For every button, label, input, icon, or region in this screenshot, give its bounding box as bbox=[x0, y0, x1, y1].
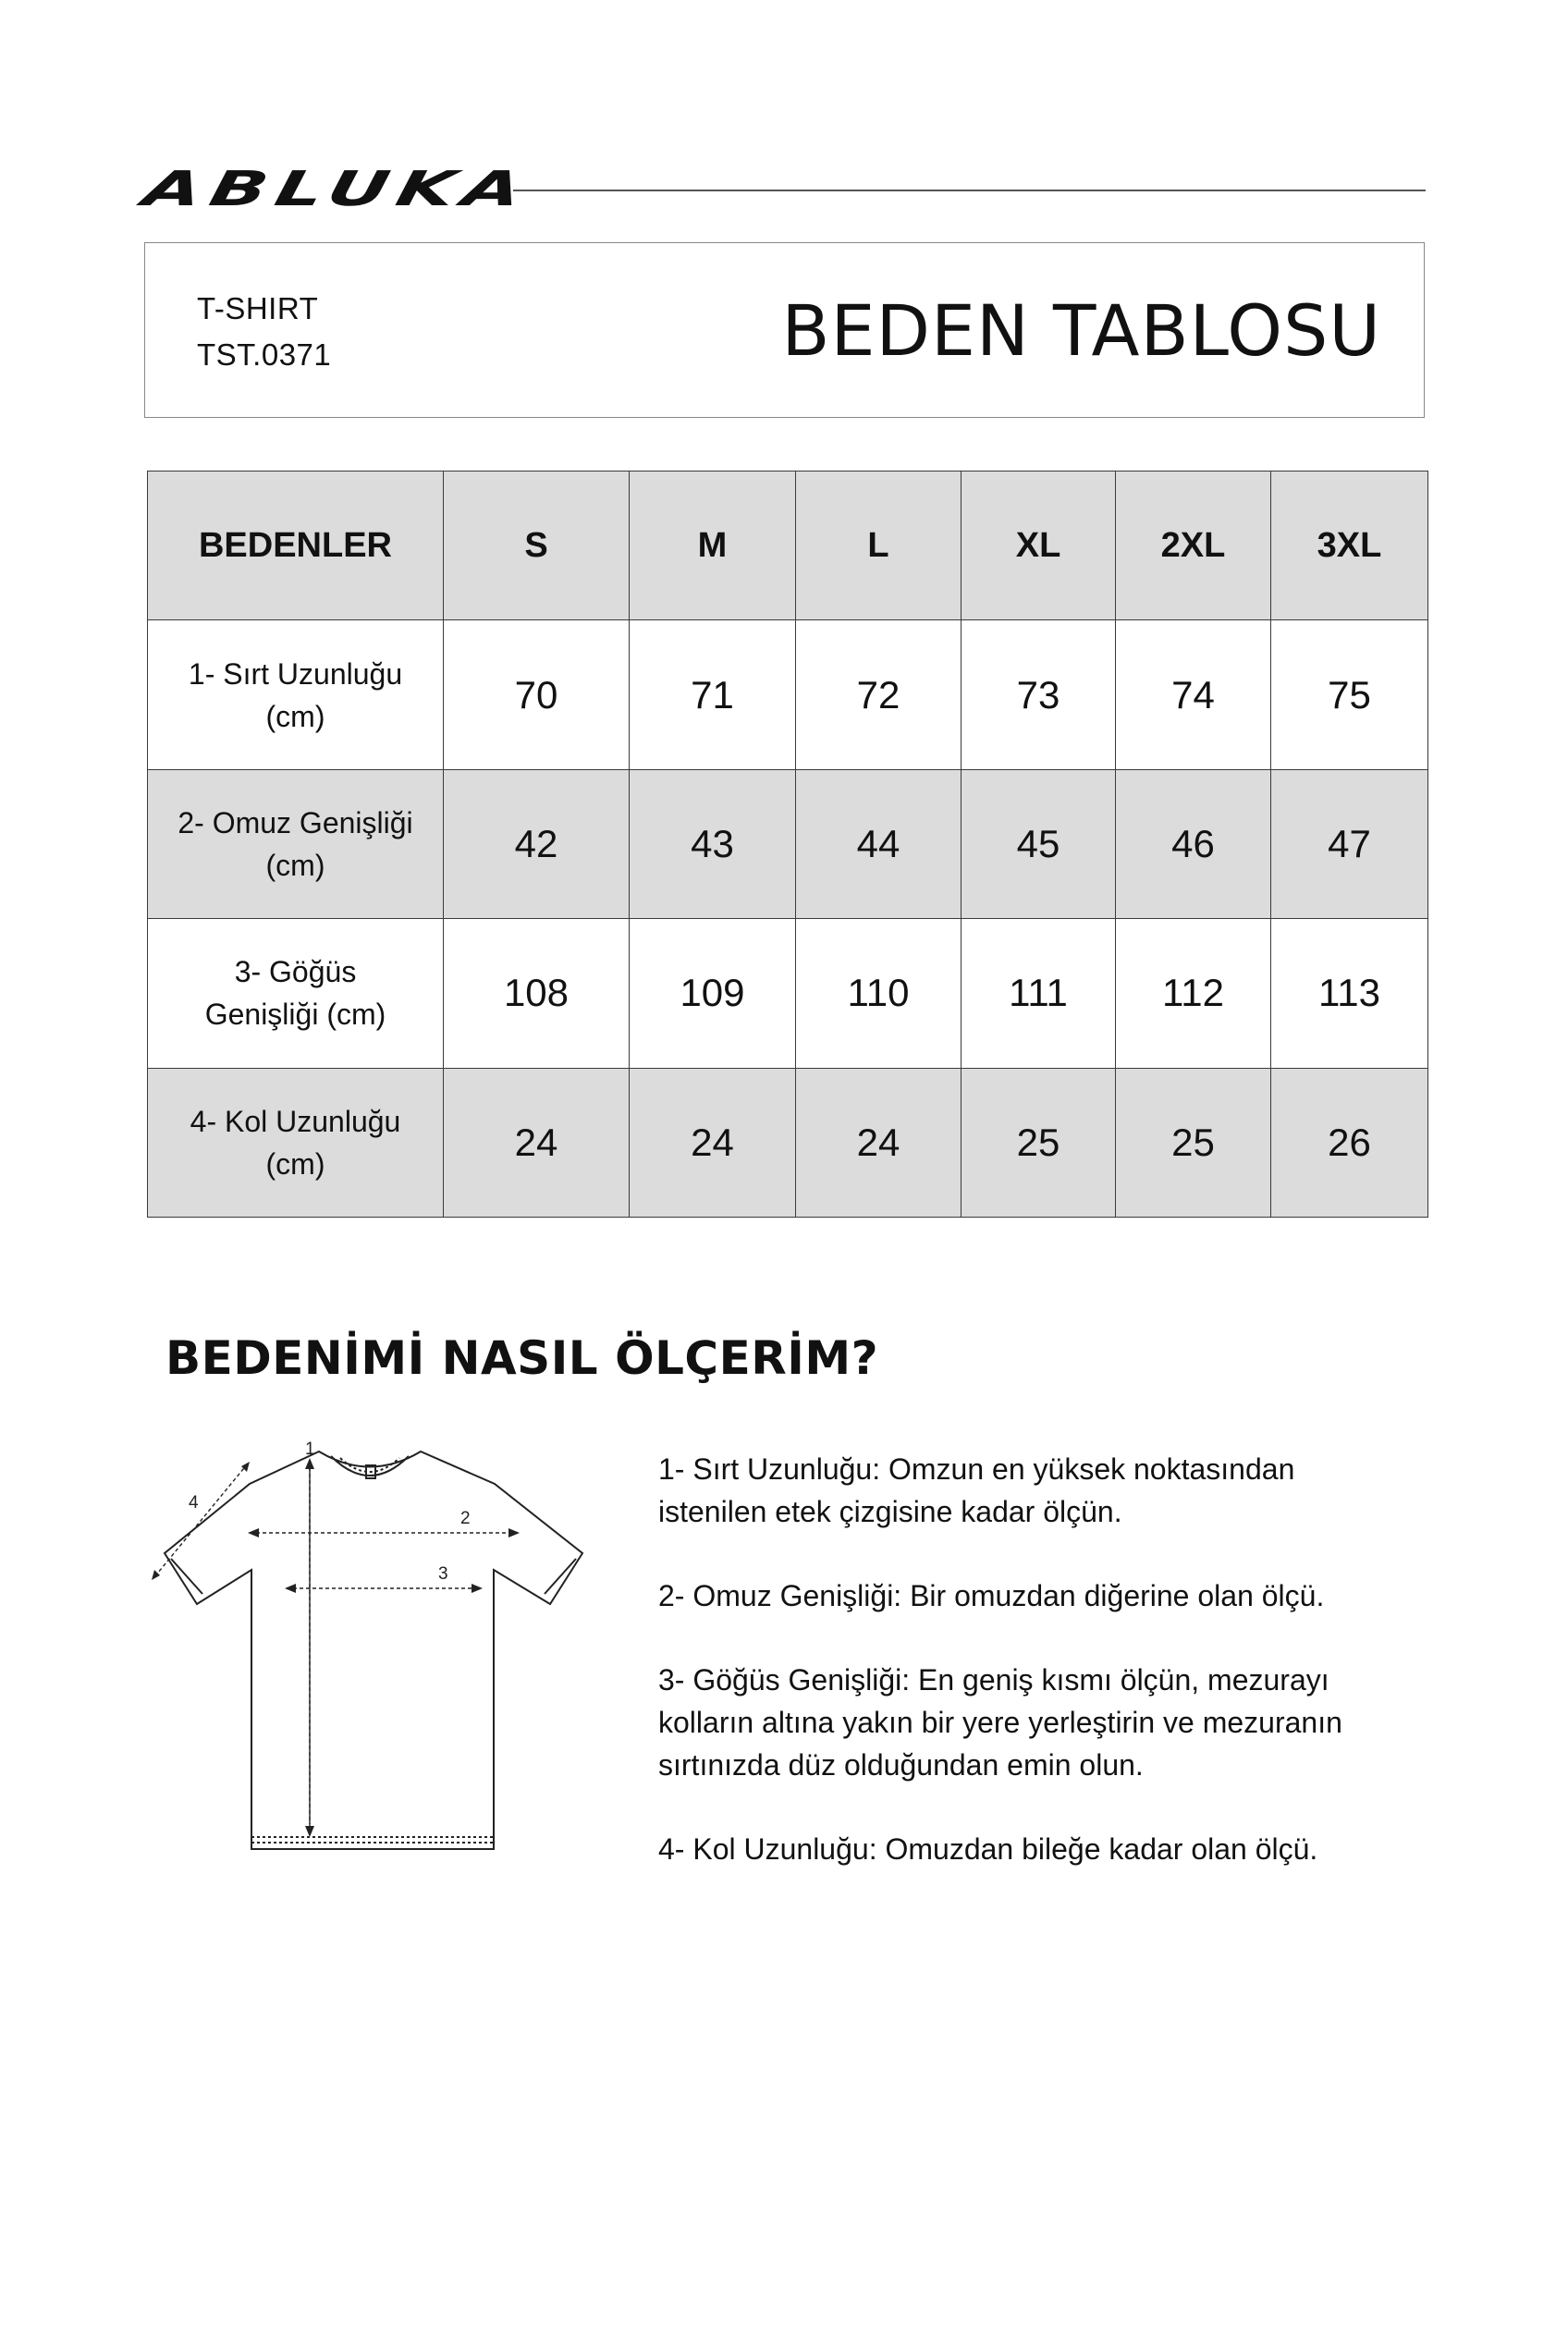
table-cell: 74 bbox=[1116, 620, 1271, 769]
table-cell: 110 bbox=[796, 919, 962, 1068]
product-header bbox=[144, 242, 1425, 418]
row-label-line: (cm) bbox=[265, 1146, 325, 1181]
diagram-label-2: 2 bbox=[460, 1509, 471, 1528]
table-cell: 75 bbox=[1271, 620, 1428, 769]
table-cell: 45 bbox=[962, 769, 1116, 918]
table-cell: 47 bbox=[1271, 769, 1428, 918]
how-to-measure-title: BEDENİMİ NASIL ÖLÇERİM? bbox=[165, 1331, 879, 1385]
note-line: sırtınızda düz olduğundan emin olun. bbox=[658, 1748, 1144, 1782]
row-label-line: 4- Kol Uzunluğu bbox=[190, 1104, 401, 1138]
table-row bbox=[148, 620, 1428, 769]
column-header-sizes: BEDENLER bbox=[148, 472, 444, 620]
row-label bbox=[148, 1068, 444, 1217]
table-cell: 24 bbox=[796, 1068, 962, 1217]
table-cell: 112 bbox=[1116, 919, 1271, 1068]
table-cell: 44 bbox=[796, 769, 962, 918]
row-label bbox=[148, 769, 444, 918]
diagram-label-1: 1 bbox=[305, 1439, 315, 1459]
row-label-line: 3- Göğüs bbox=[234, 955, 357, 989]
table-cell: 113 bbox=[1271, 919, 1428, 1068]
note-chest-width bbox=[658, 1659, 1416, 1786]
note-line: 4- Kol Uzunluğu: Omuzdan bileğe kadar olan ölçü. bbox=[658, 1832, 1318, 1866]
table-cell: 26 bbox=[1271, 1068, 1428, 1217]
row-label-line: (cm) bbox=[265, 699, 325, 733]
product-code: TST.0371 bbox=[197, 337, 332, 372]
row-label-line: Genişliği (cm) bbox=[204, 998, 386, 1032]
note-line: 1- Sırt Uzunluğu: Omzun en yüksek noktasından bbox=[658, 1452, 1295, 1486]
row-label bbox=[148, 919, 444, 1068]
row-label bbox=[148, 620, 444, 769]
table-cell: 43 bbox=[630, 769, 796, 918]
note-line: kolların altına yakın bir yere yerleştirin ve mezuranın bbox=[658, 1706, 1342, 1739]
note-sleeve-length bbox=[658, 1828, 1416, 1870]
table-header-row bbox=[148, 472, 1428, 620]
page-title: BEDEN TABLOSU bbox=[781, 289, 1381, 372]
table-cell: 71 bbox=[630, 620, 796, 769]
row-label-line: (cm) bbox=[265, 848, 325, 882]
note-line: istenilen etek çizgisine kadar ölçün. bbox=[658, 1495, 1122, 1528]
table-cell: 73 bbox=[962, 620, 1116, 769]
size-table bbox=[147, 471, 1428, 1218]
table-row bbox=[148, 769, 1428, 918]
column-header-size: 3XL bbox=[1271, 472, 1428, 620]
row-label-line: 1- Sırt Uzunluğu bbox=[188, 656, 403, 691]
header-rule bbox=[513, 190, 1426, 191]
measurement-notes bbox=[658, 1448, 1416, 1912]
table-cell: 70 bbox=[444, 620, 630, 769]
table-cell: 108 bbox=[444, 919, 630, 1068]
note-back-length bbox=[658, 1448, 1416, 1533]
table-cell: 24 bbox=[630, 1068, 796, 1217]
table-row bbox=[148, 1068, 1428, 1217]
table-row bbox=[148, 919, 1428, 1068]
table-cell: 111 bbox=[962, 919, 1116, 1068]
column-header-size: M bbox=[630, 472, 796, 620]
table-cell: 42 bbox=[444, 769, 630, 918]
diagram-label-3: 3 bbox=[438, 1564, 448, 1584]
column-header-size: L bbox=[796, 472, 962, 620]
table-cell: 25 bbox=[962, 1068, 1116, 1217]
note-line: 3- Göğüs Genişliği: En geniş kısmı ölçün, mezurayı bbox=[658, 1663, 1329, 1697]
table-cell: 72 bbox=[796, 620, 962, 769]
column-header-size: S bbox=[444, 472, 630, 620]
column-header-size: XL bbox=[962, 472, 1116, 620]
diagram-label-4: 4 bbox=[189, 1493, 199, 1513]
note-shoulder-width bbox=[658, 1574, 1416, 1617]
product-type: T-SHIRT bbox=[197, 291, 319, 325]
table-cell: 109 bbox=[630, 919, 796, 1068]
row-label-line: 2- Omuz Genişliği bbox=[178, 805, 413, 839]
note-line: 2- Omuz Genişliği: Bir omuzdan diğerine olan ölçü. bbox=[658, 1579, 1325, 1612]
table-cell: 46 bbox=[1116, 769, 1271, 918]
brand-logo: ABLUKA bbox=[138, 162, 536, 217]
tshirt-measurement-diagram bbox=[148, 1438, 592, 1872]
column-header-size: 2XL bbox=[1116, 472, 1271, 620]
table-cell: 25 bbox=[1116, 1068, 1271, 1217]
table-cell: 24 bbox=[444, 1068, 630, 1217]
